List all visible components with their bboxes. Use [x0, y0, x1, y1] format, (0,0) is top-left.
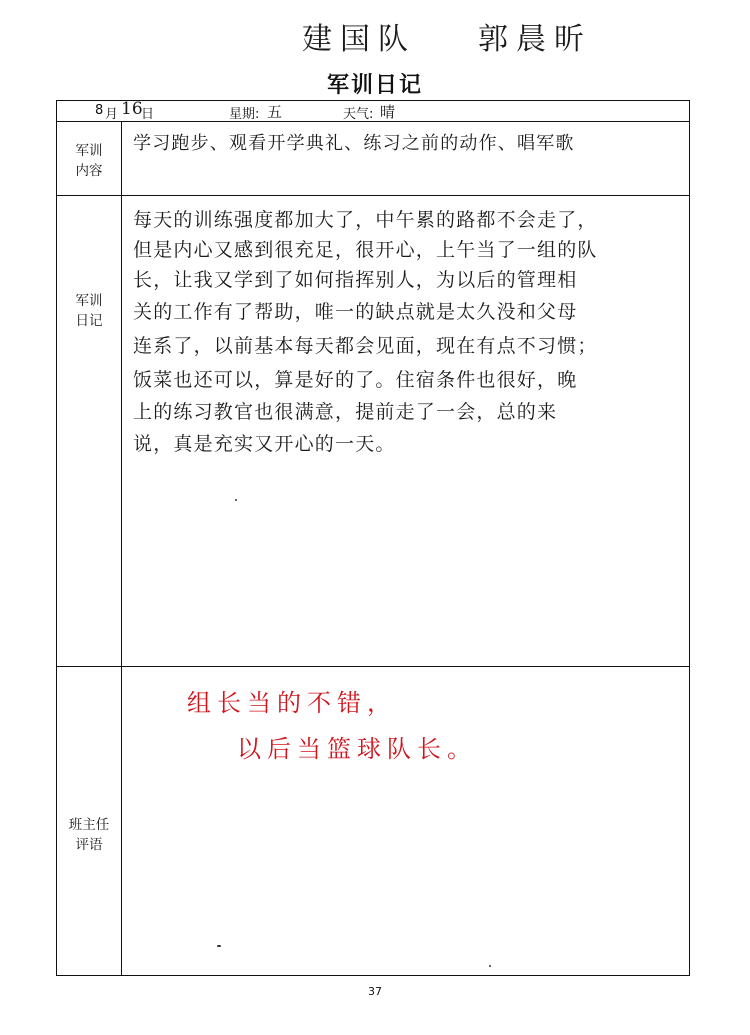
- date-day-label: 日: [141, 107, 155, 122]
- divider: [57, 195, 689, 196]
- date-month: 8: [95, 103, 104, 118]
- date-day: 16: [121, 99, 143, 119]
- info-row: [57, 101, 689, 121]
- diary-line: 上的练习教官也很满意，提前走了一会，总的来: [133, 401, 558, 423]
- diary-line: 饭菜也还可以，算是好的了。住宿条件也很好，晚: [133, 369, 578, 391]
- diary-line: 连系了，以前基本每天都会见面，现在有点不习惯；: [133, 335, 598, 357]
- comment-label: [57, 815, 121, 855]
- diary-line: 长，让我又学到了如何指挥别人，为以后的管理相: [133, 269, 578, 291]
- page-title: 军训日记: [326, 73, 423, 98]
- column-divider: [121, 121, 122, 975]
- teacher-comment-line: 组长当的不错，: [187, 689, 397, 717]
- diary-label: [57, 291, 121, 331]
- page-number: 37: [368, 985, 382, 998]
- weekday-value: 五: [267, 103, 283, 121]
- diary-label-line-2: 日记: [75, 313, 103, 329]
- content-label-line-2: 内容: [75, 163, 103, 179]
- stray-mark: [235, 499, 237, 501]
- teacher-comment-line: 以后当篮球队长。: [237, 735, 477, 763]
- date-month-label: 月: [105, 107, 119, 122]
- team-name: 建国队: [302, 22, 416, 57]
- comment-label-line-2: 评语: [75, 837, 103, 853]
- stray-mark: [489, 965, 491, 967]
- weekday-label: 星期:: [229, 107, 260, 122]
- diary-label-line-1: 军训: [75, 293, 103, 309]
- diary-form: [56, 100, 690, 976]
- content-label: [57, 141, 121, 181]
- training-content-text: 学习跑步、观看开学典礼、练习之前的动作、唱军歌: [133, 133, 575, 154]
- divider: [57, 666, 689, 667]
- comment-label-line-1: 班主任: [68, 817, 110, 833]
- weather-label: 天气:: [343, 107, 374, 122]
- student-name: 郭晨昕: [478, 22, 592, 57]
- content-label-line-1: 军训: [75, 143, 103, 159]
- diary-line: 每天的训练强度都加大了，中午累的路都不会走了，: [133, 209, 598, 231]
- diary-line: 但是内心又感到很充足，很开心，上午当了一组的队: [133, 239, 598, 261]
- diary-line: 说，真是充实又开心的一天。: [133, 433, 396, 455]
- divider: [57, 121, 689, 122]
- diary-line: 关的工作有了帮助，唯一的缺点就是太久没和父母: [133, 301, 578, 323]
- stray-mark: [217, 945, 221, 947]
- weather-value: 晴: [380, 103, 396, 121]
